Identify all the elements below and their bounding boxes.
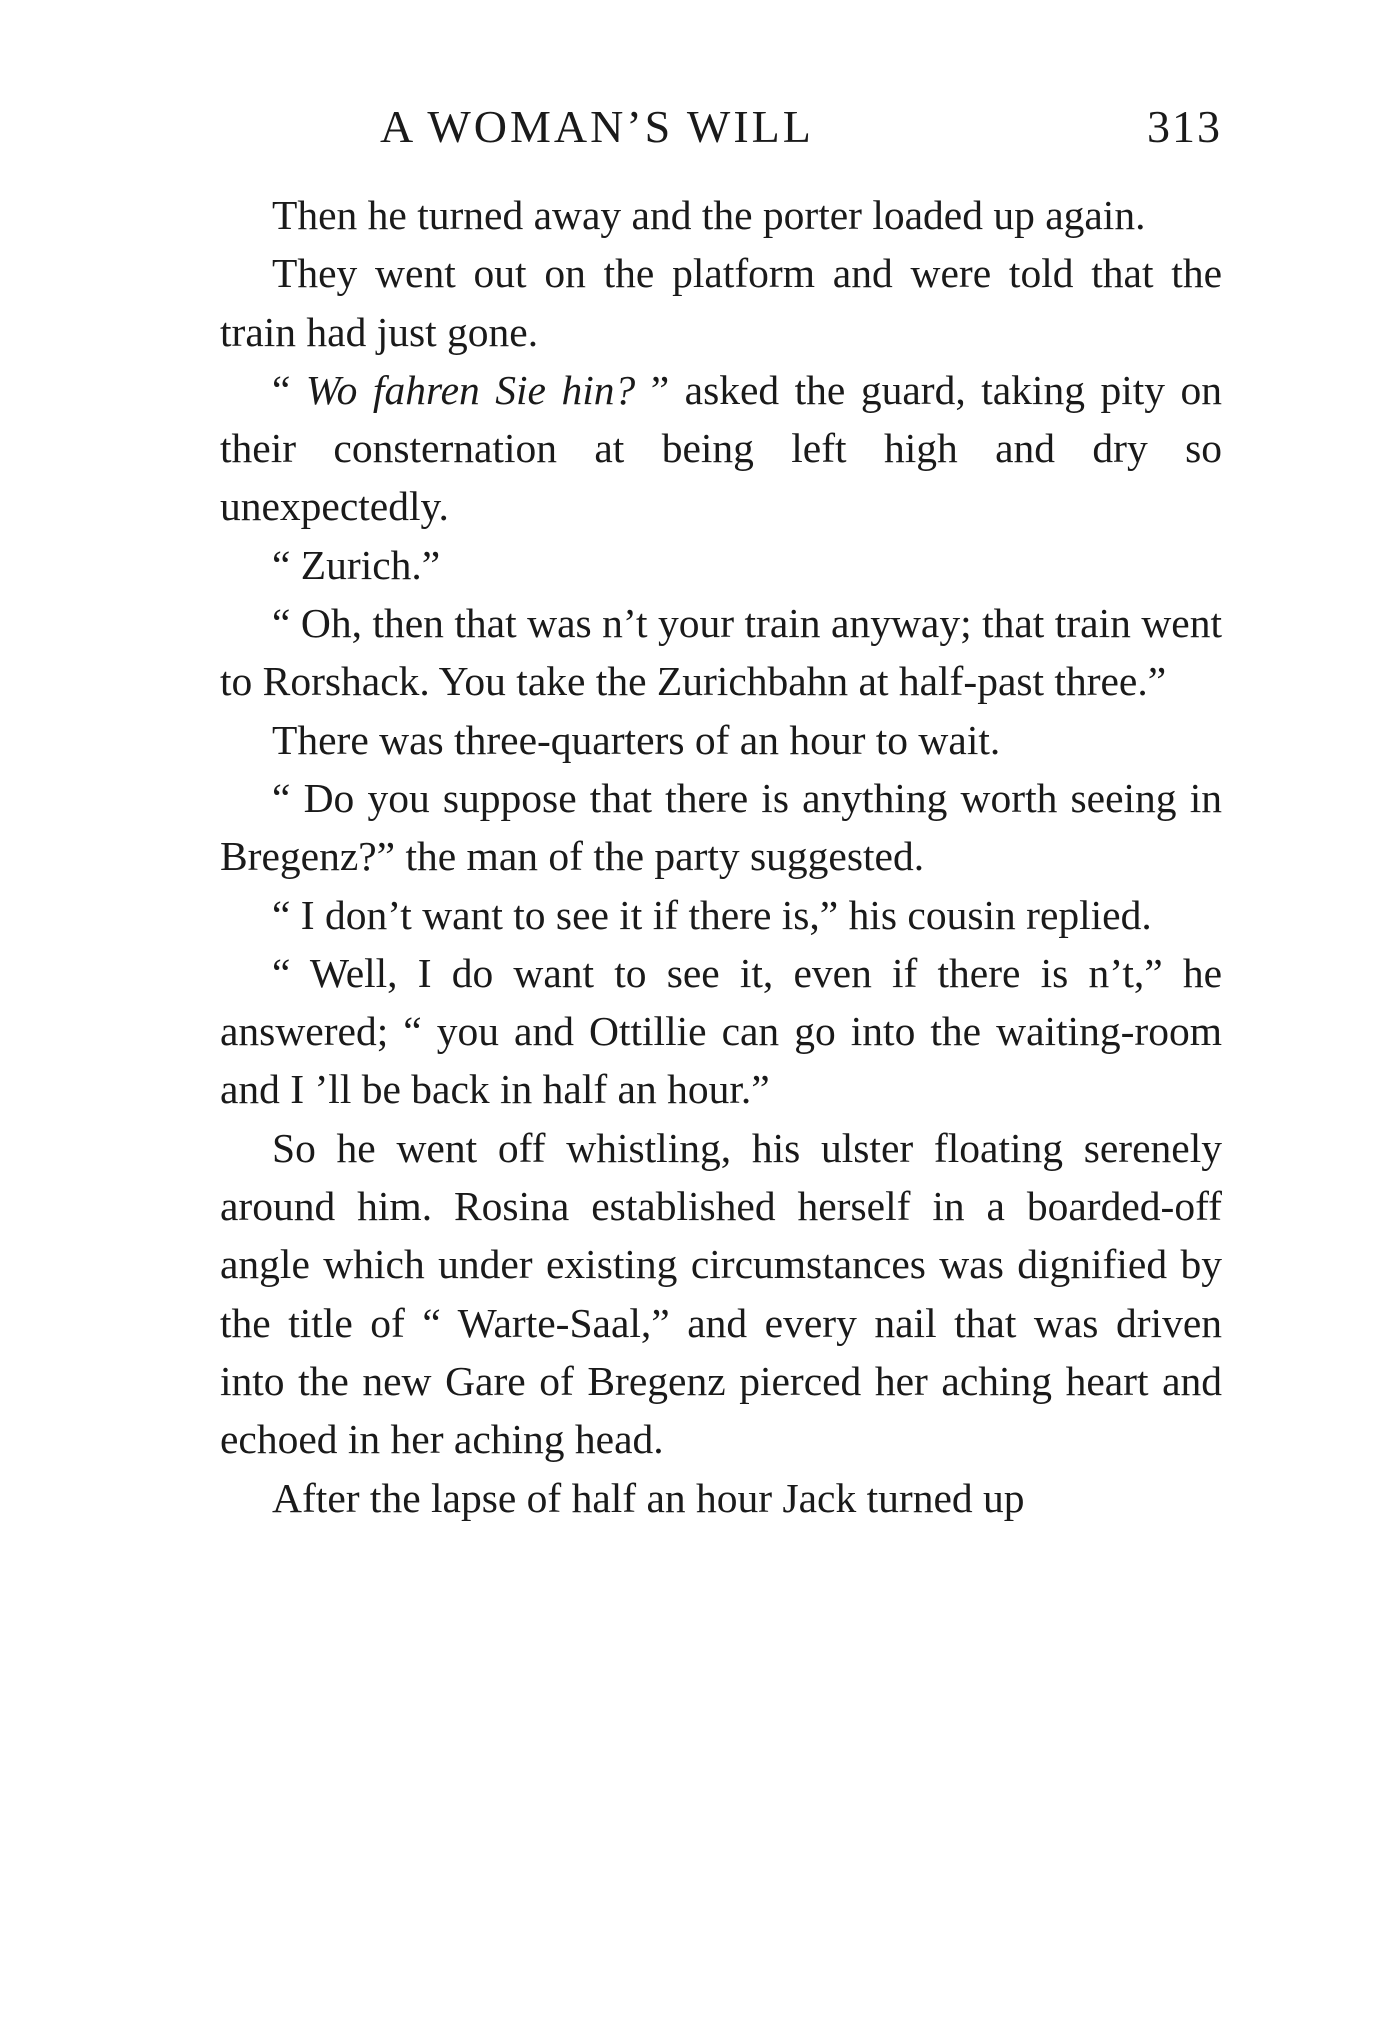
paragraph-rest: ” asked the guard, taking pity on their consternation at being left high and dry so unexpectedly. bbox=[220, 366, 1222, 530]
paragraph: “ Oh, then that was n’t your train anyway; that train went to Rorshack. You take the Zurichbahn at half-past three.” bbox=[220, 600, 1222, 705]
open-quote: “ bbox=[272, 366, 306, 413]
paragraph: “ Zurich.” bbox=[272, 541, 441, 588]
paragraph: They went out on the platform and were told that the train had just gone. bbox=[220, 250, 1222, 355]
paragraph: “ I don’t want to see it if there is,” his cousin replied. bbox=[272, 891, 1152, 938]
paragraph: So he went off whistling, his ulster floating serenely around him. Rosina established herself in a boarded-off angle which under existing circumstances was dignified by the title of “ Warte-Saal,” and every nail that was driven into the new Gare of Bregenz pierced her aching heart and echoed in her aching head. bbox=[220, 1124, 1222, 1463]
paragraph: There was three-quarters of an hour to wait. bbox=[272, 716, 1001, 763]
paragraph: After the lapse of half an hour Jack turned up bbox=[272, 1474, 1025, 1521]
paragraph: “ Do you suppose that there is anything worth seeing in Bregenz?” the man of the party suggested. bbox=[220, 774, 1222, 880]
page-header bbox=[220, 92, 1222, 162]
page-number: 313 bbox=[1147, 101, 1222, 152]
paragraph: Then he turned away and the porter loaded up again. bbox=[272, 192, 1146, 238]
body-text bbox=[220, 186, 1222, 1527]
german-question: Wo fahren Sie hin? bbox=[305, 366, 636, 413]
running-title: A WOMAN’S WILL bbox=[380, 101, 814, 152]
paragraph: “ Well, I do want to see it, even if there is n’t,” he answered; “ you and Ottillie can go into the waiting-room and I ’ll be back in half an hour.” bbox=[220, 949, 1222, 1113]
paragraph bbox=[220, 361, 1222, 536]
